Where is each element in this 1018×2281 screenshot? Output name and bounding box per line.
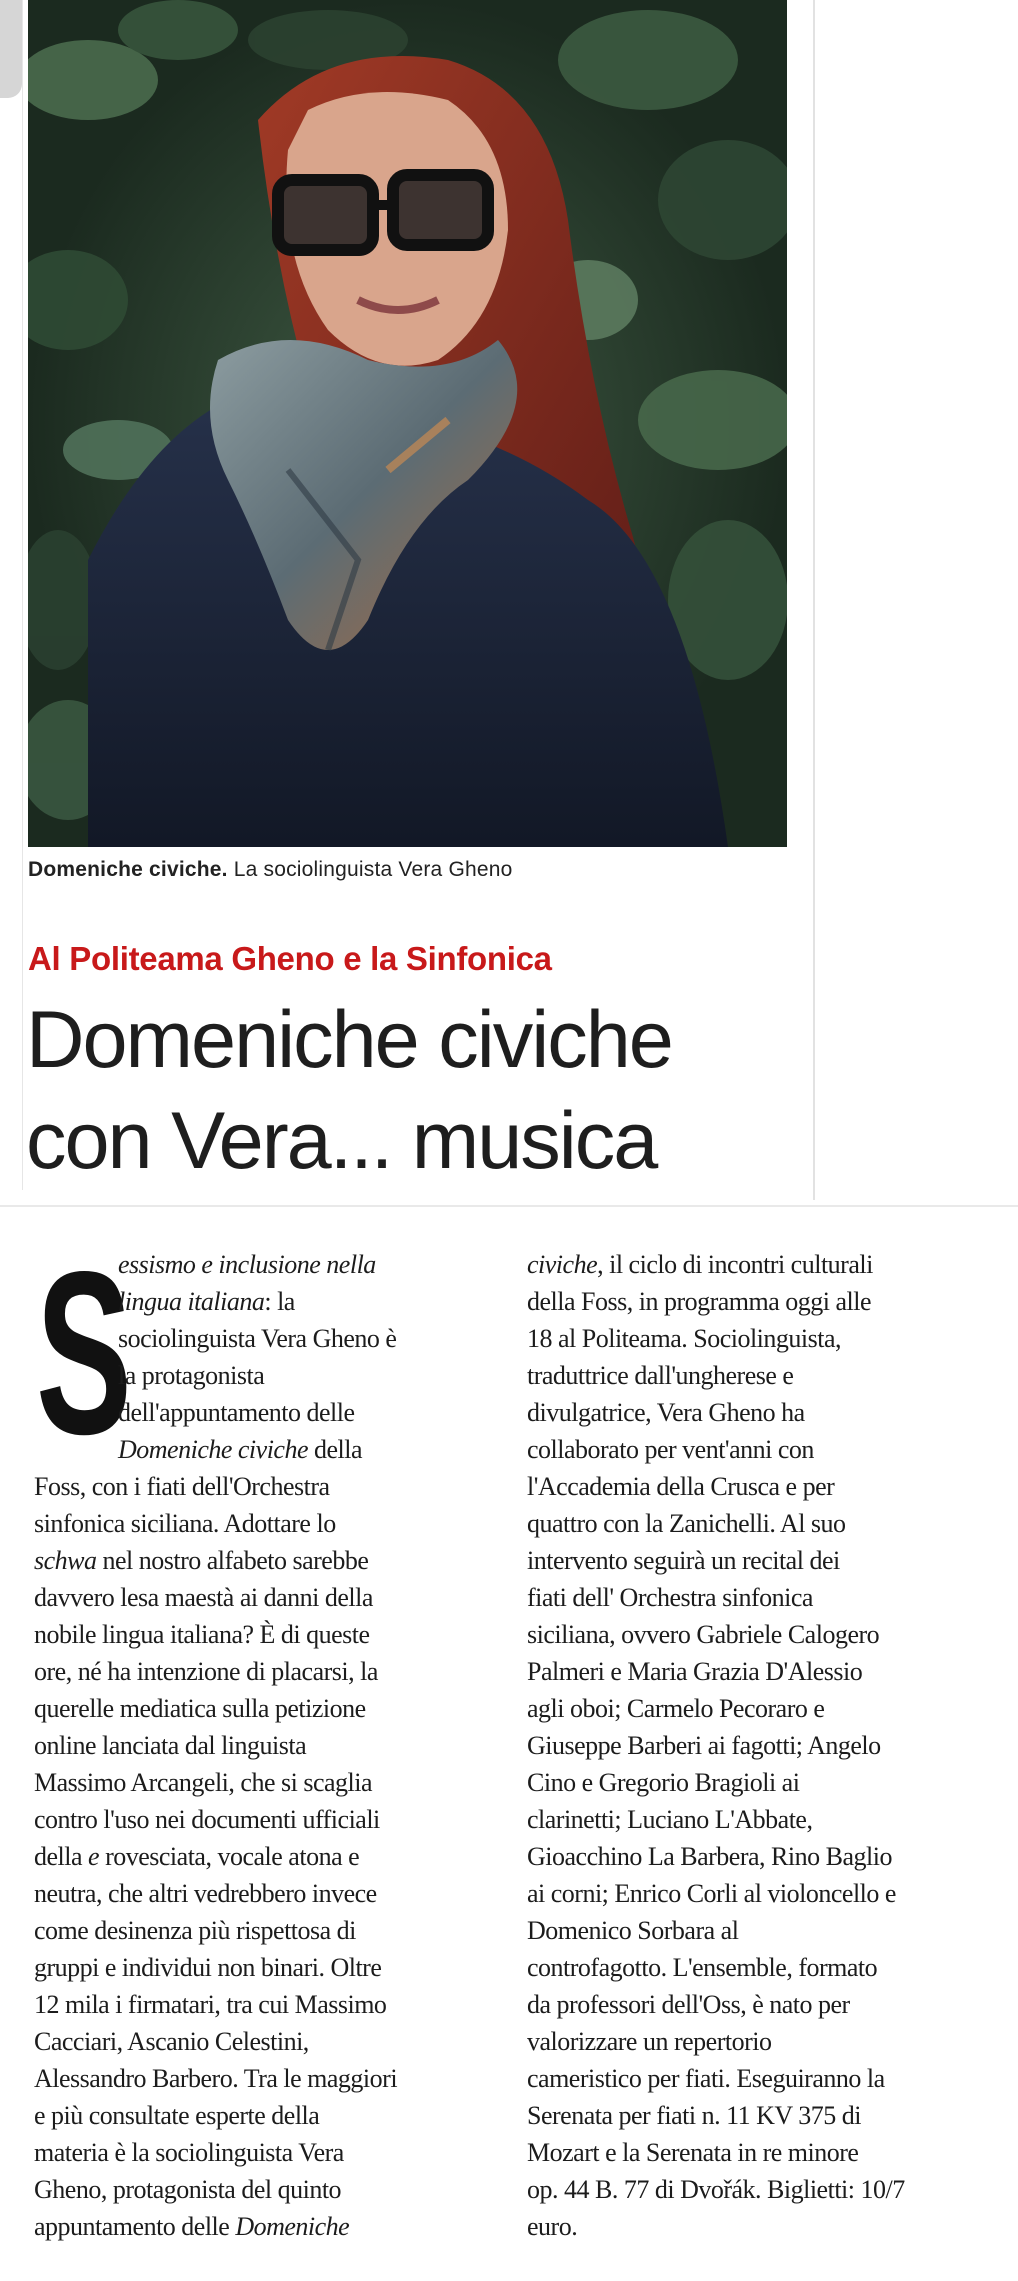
text-line — [34, 1579, 489, 1616]
text-run: l'Accademia della Crusca e per — [527, 1472, 835, 1501]
text-run: sociolinguista Vera Gheno è — [118, 1324, 397, 1353]
section-divider — [0, 1205, 1018, 1207]
text-line — [527, 1542, 987, 1579]
text-run: , il ciclo di incontri culturali — [597, 1250, 873, 1279]
text-line — [527, 1727, 987, 1764]
text-run: 12 mila i firmatari, tra cui Massimo — [34, 1990, 387, 2019]
text-run: siciliana, ovvero Gabriele Calogero — [527, 1620, 880, 1649]
text-run: sinfonica siciliana. Adottare lo — [34, 1509, 336, 1538]
text-run: traduttrice dall'ungherese e — [527, 1361, 794, 1390]
text-run: quattro con la Zanichelli. Al suo — [527, 1509, 846, 1538]
drop-cap: S — [36, 1224, 132, 1483]
text-run: divulgatrice, Vera Gheno ha — [527, 1398, 805, 1427]
text-run: rovesciata, vocale atona e — [99, 1842, 360, 1871]
text-run: da professori dell'Oss, è nato per — [527, 1990, 850, 2019]
text-run: 18 al Politeama. Sociolinguista, — [527, 1324, 842, 1353]
text-line — [527, 1949, 987, 1986]
text-run: intervento seguirà un recital dei — [527, 1546, 840, 1575]
text-run: : la — [264, 1287, 295, 1316]
text-run: della — [34, 1842, 89, 1871]
text-line — [527, 1875, 987, 1912]
text-line — [34, 1653, 489, 1690]
text-line — [527, 1616, 987, 1653]
text-run: Cacciari, Ascanio Celestini, — [34, 2027, 309, 2056]
text-run: clarinetti; Luciano L'Abbate, — [527, 1805, 813, 1834]
text-run: fiati dell' Orchestra sinfonica — [527, 1583, 813, 1612]
text-run: Serenata per fiati n. 11 KV 375 di — [527, 2101, 861, 2130]
text-line — [34, 2023, 489, 2060]
text-line — [527, 1764, 987, 1801]
text-line — [34, 1986, 489, 2023]
text-line — [34, 1283, 489, 1320]
text-line — [34, 2208, 489, 2245]
italic-run: essismo e inclusione nella — [118, 1250, 376, 1279]
text-line — [34, 1912, 489, 1949]
text-run: della — [308, 1435, 363, 1464]
italic-run: schwa — [34, 1546, 97, 1575]
text-run: e più consultate esperte della — [34, 2101, 320, 2130]
photo-caption — [28, 858, 788, 882]
text-line — [34, 2097, 489, 2134]
text-line — [527, 1505, 987, 1542]
article-column-left — [34, 1224, 489, 2245]
text-run: contro l'uso nei documenti ufficiali — [34, 1805, 380, 1834]
text-run: Alessandro Barbero. Tra le maggiori — [34, 2064, 398, 2093]
italic-run: lingua italiana — [118, 1287, 265, 1316]
text-line — [34, 1246, 489, 1283]
text-run: online lanciata dal linguista — [34, 1731, 307, 1760]
text-run: Domenico Sorbara al — [527, 1916, 739, 1945]
text-run: dell'appuntamento delle — [118, 1398, 355, 1427]
text-run: Giuseppe Barberi ai fagotti; Angelo — [527, 1731, 881, 1760]
text-line — [527, 2208, 987, 2245]
text-run: Palmeri e Maria Grazia D'Alessio — [527, 1657, 863, 1686]
text-line — [34, 1468, 489, 1505]
headline-line-1: Domeniche civiche — [26, 995, 672, 1085]
text-line — [34, 1357, 489, 1394]
text-line — [527, 2171, 987, 2208]
text-run: euro. — [527, 2212, 578, 2241]
caption-text: La sociolinguista Vera Gheno — [227, 858, 513, 881]
text-run: appuntamento delle — [34, 2212, 236, 2241]
text-line — [34, 1394, 489, 1431]
left-rule — [22, 0, 23, 1190]
text-run: Gioacchino La Barbera, Rino Baglio — [527, 1842, 892, 1871]
text-run: come desinenza più rispettosa di — [34, 1916, 356, 1945]
text-line — [34, 1320, 489, 1357]
italic-run: Domeniche — [235, 2212, 350, 2241]
text-run: Mozart e la Serenata in re minore — [527, 2138, 859, 2167]
text-line — [527, 1912, 987, 1949]
column-rule — [813, 0, 815, 1200]
text-run: gruppi e individui non binari. Oltre — [34, 1953, 382, 1982]
text-line — [34, 1542, 489, 1579]
text-line — [527, 1394, 987, 1431]
text-run: controfagotto. L'ensemble, formato — [527, 1953, 878, 1982]
text-line — [527, 2097, 987, 2134]
text-line — [527, 1690, 987, 1727]
text-line — [34, 2134, 489, 2171]
text-line — [527, 1320, 987, 1357]
text-line — [34, 1801, 489, 1838]
text-run: collaborato per vent'anni con — [527, 1435, 814, 1464]
text-line — [34, 1431, 489, 1468]
text-run: valorizzare un repertorio — [527, 2027, 772, 2056]
window-corner-tab — [0, 0, 22, 98]
text-line — [527, 2134, 987, 2171]
text-run: querelle mediatica sulla petizione — [34, 1694, 366, 1723]
text-line — [34, 1727, 489, 1764]
text-run: materia è la sociolinguista Vera — [34, 2138, 344, 2167]
text-line — [527, 1246, 987, 1283]
text-line — [34, 2060, 489, 2097]
text-line — [34, 1949, 489, 1986]
text-line — [34, 1690, 489, 1727]
text-line — [527, 2023, 987, 2060]
text-line — [527, 1468, 987, 1505]
text-line — [527, 1431, 987, 1468]
text-line — [527, 1579, 987, 1616]
italic-run: civiche — [527, 1250, 598, 1279]
text-run: Massimo Arcangeli, che si scaglia — [34, 1768, 373, 1797]
text-line — [34, 2171, 489, 2208]
text-run: agli oboi; Carmelo Pecoraro e — [527, 1694, 825, 1723]
text-run: ore, né ha intenzione di placarsi, la — [34, 1657, 378, 1686]
text-run: nel nostro alfabeto sarebbe — [96, 1546, 369, 1575]
text-line — [527, 2060, 987, 2097]
italic-run: Domeniche civiche — [118, 1435, 309, 1464]
article-headline — [26, 990, 806, 1192]
text-line — [527, 1357, 987, 1394]
text-line — [527, 1653, 987, 1690]
article-photo — [28, 0, 787, 847]
text-run: davvero lesa maestà ai danni della — [34, 1583, 373, 1612]
caption-bold: Domeniche civiche. — [28, 858, 228, 881]
text-run: ai corni; Enrico Corli al violoncello e — [527, 1879, 896, 1908]
text-run: neutra, che altri vedrebbero invece — [34, 1879, 377, 1908]
text-line — [34, 1764, 489, 1801]
portrait-illustration — [28, 0, 787, 847]
text-line — [527, 1801, 987, 1838]
text-line — [34, 1875, 489, 1912]
text-line — [34, 1616, 489, 1653]
text-run: Gheno, protagonista del quinto — [34, 2175, 342, 2204]
text-run: cameristico per fiati. Eseguiranno la — [527, 2064, 885, 2093]
article-column-right — [527, 1246, 987, 2245]
text-line — [527, 1838, 987, 1875]
headline-line-2: con Vera... musica — [26, 1096, 657, 1186]
text-line — [34, 1505, 489, 1542]
text-run: della Foss, in programma oggi alle — [527, 1287, 872, 1316]
text-run: Foss, con i fiati dell'Orchestra — [34, 1472, 330, 1501]
text-run: nobile lingua italiana? È di queste — [34, 1620, 370, 1649]
text-run: la protagonista — [118, 1361, 265, 1390]
article-kicker: Al Politeama Gheno e la Sinfonica — [28, 940, 552, 977]
text-run: op. 44 B. 77 di Dvořák. Biglietti: 10/7 — [527, 2175, 905, 2204]
text-line — [34, 1838, 489, 1875]
text-line — [527, 1283, 987, 1320]
italic-run: e — [88, 1842, 100, 1871]
text-line — [527, 1986, 987, 2023]
text-run: Cino e Gregorio Bragioli ai — [527, 1768, 800, 1797]
